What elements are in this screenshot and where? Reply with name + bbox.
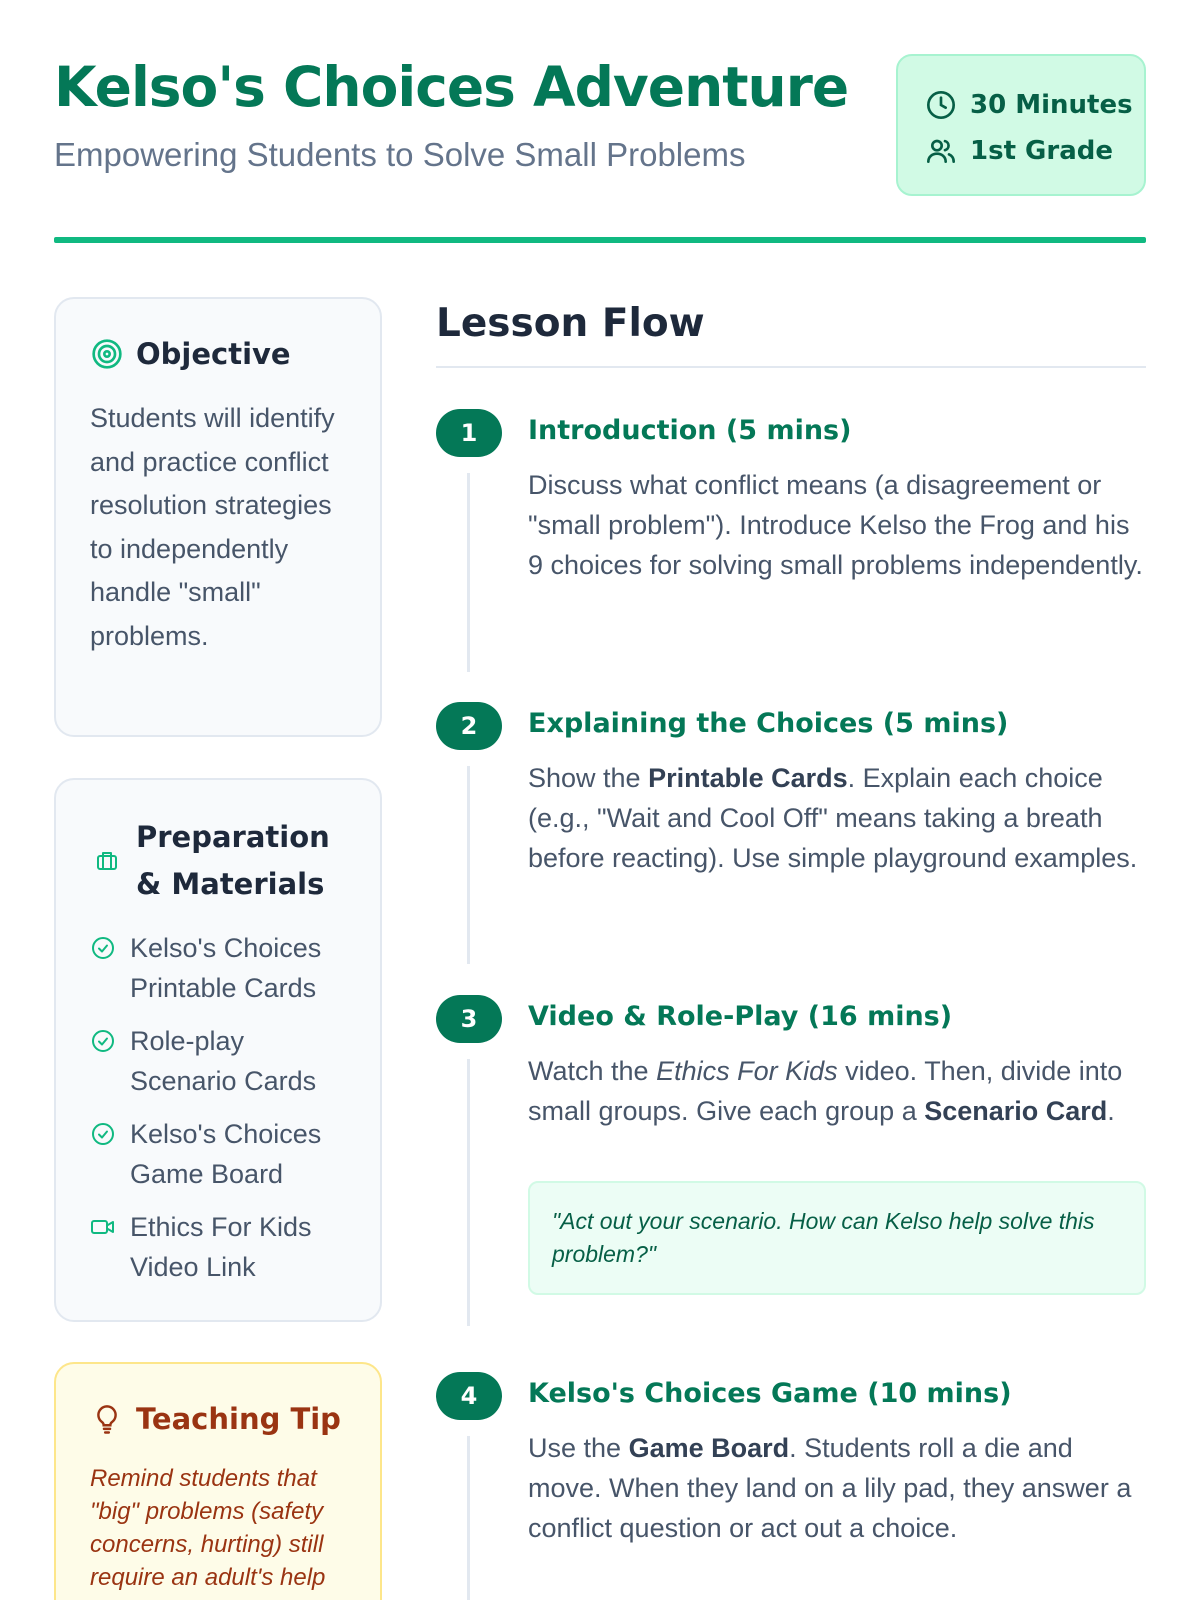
page-title: Kelso's Choices Adventure (54, 55, 849, 119)
material-label: Ethics For Kids Video Link (130, 1212, 312, 1282)
material-label: Role-play Scenario Cards (130, 1026, 317, 1096)
preparation-card (54, 778, 382, 1322)
briefcase-icon (90, 844, 124, 878)
step-title: Explaining the Choices (5 mins) (528, 708, 1009, 739)
target-icon (90, 337, 124, 371)
tip-text: Remind students that "big" problems (safety concerns, hurting) still require an adult's help (90, 1465, 326, 1591)
bold-term: Scenario Card (924, 1096, 1108, 1126)
material-label: Kelso's Choices Game Board (130, 1119, 322, 1189)
list-item (90, 1114, 354, 1194)
video-icon (90, 1207, 116, 1247)
step-title: Video & Role-Play (16 mins) (528, 1001, 953, 1032)
scenario-quote: "Act out your scenario. How can Kelso help solve this problem?" (528, 1181, 1146, 1295)
step-connector (467, 1059, 470, 1326)
check-circle-icon (90, 1021, 116, 1061)
step-text: Use the Game Board. Students roll a die and move. When they land on a lily pad, they answer a conflict question or act out a choice. (528, 1433, 1132, 1543)
grade-row (924, 128, 1144, 174)
materials-list (90, 928, 354, 1287)
material-label: Kelso's Choices Printable Cards (130, 933, 322, 1003)
page-subtitle: Empowering Students to Solve Small Problems (54, 136, 746, 173)
duration-row (924, 82, 1144, 128)
preparation-heading-label: Preparation & Materials (136, 820, 330, 901)
bold-term: Game Board (628, 1433, 790, 1463)
grade-text: 1st Grade (970, 136, 1113, 166)
objective-text: Students will identify and practice conflict resolution strategies to independently handle "small" problems. (90, 403, 335, 651)
list-item (90, 1207, 354, 1287)
list-item (90, 1021, 354, 1101)
objective-heading (90, 337, 354, 371)
step-text: Watch the Ethics For Kids video. Then, divide into small groups. Give each group a Scenario Card. (528, 1056, 1123, 1126)
step-connector (467, 1436, 470, 1600)
step-text: Discuss what conflict means (a disagreement or "small problem"). Introduce Kelso the Frog and his 9 choices for solving small problems independently. (528, 470, 1143, 580)
step-text: Show the Printable Cards. Explain each choice (e.g., "Wait and Cool Off" means taking a breath before reacting). Use simple playground examples. (528, 763, 1138, 873)
step-connector (467, 766, 470, 964)
preparation-heading (90, 814, 354, 908)
header-divider (54, 237, 1146, 243)
lightbulb-icon (90, 1402, 124, 1436)
lesson-flow (436, 298, 1146, 368)
objective-heading-label: Objective (136, 337, 291, 371)
clock-icon (924, 88, 958, 122)
objective-card (54, 297, 382, 737)
step-title: Introduction (5 mins) (528, 415, 852, 446)
users-icon (924, 134, 958, 168)
header (54, 52, 1146, 202)
list-item (90, 928, 354, 1008)
video-title: Ethics For Kids (656, 1056, 838, 1086)
bold-term: Printable Cards (648, 763, 848, 793)
tip-heading-label: Teaching Tip (136, 1402, 341, 1436)
check-circle-icon (90, 1114, 116, 1154)
step-title: Kelso's Choices Game (10 mins) (528, 1378, 1012, 1409)
teaching-tip-card (54, 1362, 382, 1600)
check-circle-icon (90, 928, 116, 968)
lesson-flow-heading: Lesson Flow (436, 298, 1146, 368)
step-connector (467, 473, 470, 672)
step-number-badge: 4 (436, 1372, 502, 1420)
step-number-badge: 3 (436, 995, 502, 1043)
step-number-badge: 2 (436, 702, 502, 750)
duration-text: 30 Minutes (970, 90, 1133, 120)
tip-heading (90, 1402, 354, 1436)
step-number-badge: 1 (436, 409, 502, 457)
lesson-meta-badge (896, 54, 1146, 196)
